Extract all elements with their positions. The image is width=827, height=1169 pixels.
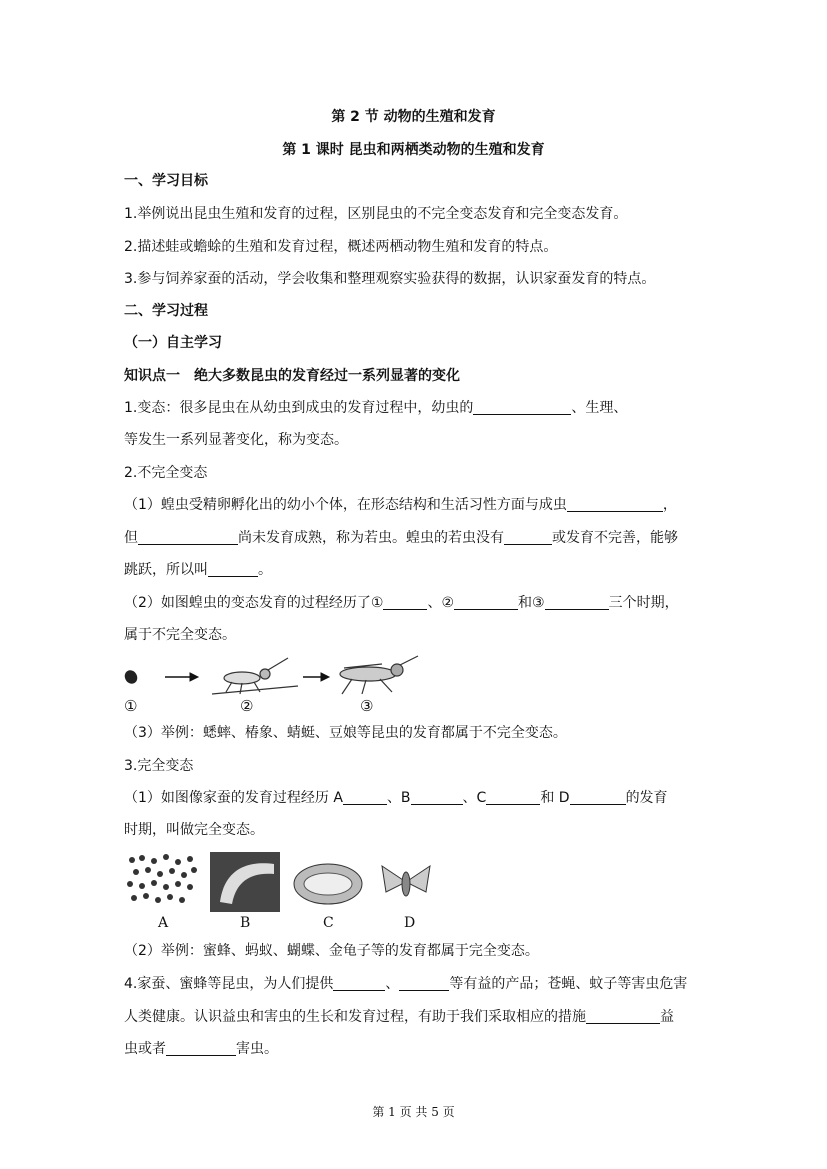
question-text: 但 (124, 530, 138, 546)
question-text: 、生理、 (571, 400, 628, 416)
answer-blank[interactable] (343, 789, 387, 805)
question-text: 4.家蚕、蜜蜂等昆虫，为人们提供 (124, 976, 334, 992)
question-text: 、② (427, 595, 455, 611)
egg-illustration (122, 668, 139, 686)
arrow-icon (165, 673, 198, 681)
question-text: 或发育不完善，能够 (552, 530, 678, 546)
answer-blank[interactable] (411, 789, 463, 805)
answer-blank[interactable] (567, 496, 663, 512)
question-2-2-line-2: 属于不完全变态。 (124, 627, 236, 643)
question-3-1-line-2: 时期，叫做完全变态。 (124, 822, 264, 838)
figure-label: D (404, 915, 416, 931)
question-2-heading: 2.不完全变态 (124, 465, 208, 481)
answer-blank[interactable] (486, 789, 540, 805)
question-2-3: （3）举例：蟋蟀、椿象、蜻蜓、豆娘等昆虫的发育都属于不完全变态。 (124, 725, 567, 741)
question-text: 1.变态：很多昆虫在从幼虫到成虫的发育过程中，幼虫的 (124, 400, 474, 416)
question-text: ， (662, 497, 677, 513)
figure-label: ② (240, 697, 254, 715)
nymph-illustration (212, 658, 298, 694)
question-text: 尚未发育成熟，称为若虫。蝗虫的若虫没有 (238, 530, 504, 546)
answer-blank[interactable] (208, 561, 258, 577)
question-1-line-2: 等发生一系列显著变化，称为变态。 (124, 432, 348, 448)
question-text: 益 (660, 1009, 674, 1025)
answer-blank[interactable] (545, 594, 609, 610)
question-text: 、B (386, 790, 411, 806)
answer-blank[interactable] (333, 975, 385, 991)
goal-item: 2.描述蛙或蟾蜍的生殖和发育过程，概述两栖动物生殖和发育的特点。 (124, 239, 558, 255)
answer-blank[interactable] (399, 975, 449, 991)
sub-heading-self-study: （一）自主学习 (124, 335, 222, 351)
question-4-line-3 (124, 1039, 278, 1059)
answer-blank[interactable] (383, 594, 427, 610)
question-4-line-2 (124, 1007, 674, 1027)
page-number: 第 1 页 共 5 页 (372, 1105, 455, 1119)
figure-label: B (240, 915, 251, 931)
question-text: 虫或者 (124, 1041, 166, 1057)
arrow-icon (303, 673, 329, 681)
figure-label: A (158, 915, 169, 931)
question-text: （1）蝗虫受精卵孵化出的幼小个体，在形态结构和生活习性方面与成虫 (124, 497, 567, 513)
figure-label: C (323, 915, 334, 931)
figure-label: ① (124, 697, 138, 715)
question-2-1-line-2 (124, 528, 678, 548)
goal-item: 3.参与饲养家蚕的活动，学会收集和整理观察实验获得的数据，认识家蚕发育的特点。 (124, 271, 656, 287)
question-text: 和 D (540, 790, 570, 806)
question-2-1-line-3 (124, 560, 272, 580)
goal-item: 1.举例说出昆虫生殖和发育的过程，区别昆虫的不完全变态发育和完全变态发育。 (124, 206, 628, 222)
answer-blank[interactable] (138, 529, 238, 545)
silkworm-figure-svg (124, 852, 444, 914)
question-2-2-line-1 (124, 593, 679, 613)
question-1-line-1 (124, 398, 627, 418)
lesson-title: 第 1 课时 昆虫和两栖类动物的生殖和发育 (282, 142, 545, 158)
answer-blank[interactable] (570, 789, 626, 805)
question-text: 三个时期， (608, 595, 679, 611)
answer-blank[interactable] (166, 1040, 236, 1056)
eggs-illustration (127, 854, 197, 903)
adult-locust-illustration (340, 656, 418, 694)
question-text: 、C (462, 790, 487, 806)
answer-blank[interactable] (454, 594, 518, 610)
knowledge-point-heading: 知识点一 绝大多数昆虫的发育经过一系列显著的变化 (124, 368, 460, 384)
question-text: 的发育 (625, 790, 668, 806)
question-text: 、 (385, 976, 400, 992)
question-text: （1）如图像家蚕的发育过程经历 A (124, 790, 343, 806)
silkworm-development-figure (124, 852, 444, 914)
section-heading-process: 二、学习过程 (124, 303, 208, 319)
section-heading-goals: 一、学习目标 (124, 173, 208, 189)
page-title: 第 2 节 动物的生殖和发育 (331, 109, 496, 125)
question-3-1-line-1 (124, 788, 668, 808)
question-text: 和③ (518, 595, 545, 611)
answer-blank[interactable] (504, 529, 552, 545)
question-text: 等有益的产品；苍蝇、蚊子等害虫危害 (449, 976, 688, 992)
figure-label: ③ (360, 697, 374, 715)
question-3-2: （2）举例：蜜蜂、蚂蚁、蝴蝶、金龟子等的发育都属于完全变态。 (124, 943, 539, 959)
question-text: （2）如图蝗虫的变态发育的过程经历了① (124, 595, 384, 611)
answer-blank[interactable] (586, 1008, 660, 1024)
question-text: 人类健康。认识益虫和害虫的生长和发育过程，有助于我们采取相应的措施 (124, 1009, 586, 1025)
question-text: 。 (258, 562, 272, 578)
pupa-illustration (294, 864, 362, 904)
moth-illustration (382, 866, 430, 896)
question-4-line-1 (124, 974, 687, 994)
larva-illustration (210, 852, 280, 912)
question-text: 跳跃，所以叫 (124, 562, 208, 578)
answer-blank[interactable] (473, 399, 571, 415)
question-text: 害虫。 (236, 1041, 278, 1057)
question-3-heading: 3.完全变态 (124, 758, 194, 774)
question-2-1-line-1 (124, 495, 677, 515)
